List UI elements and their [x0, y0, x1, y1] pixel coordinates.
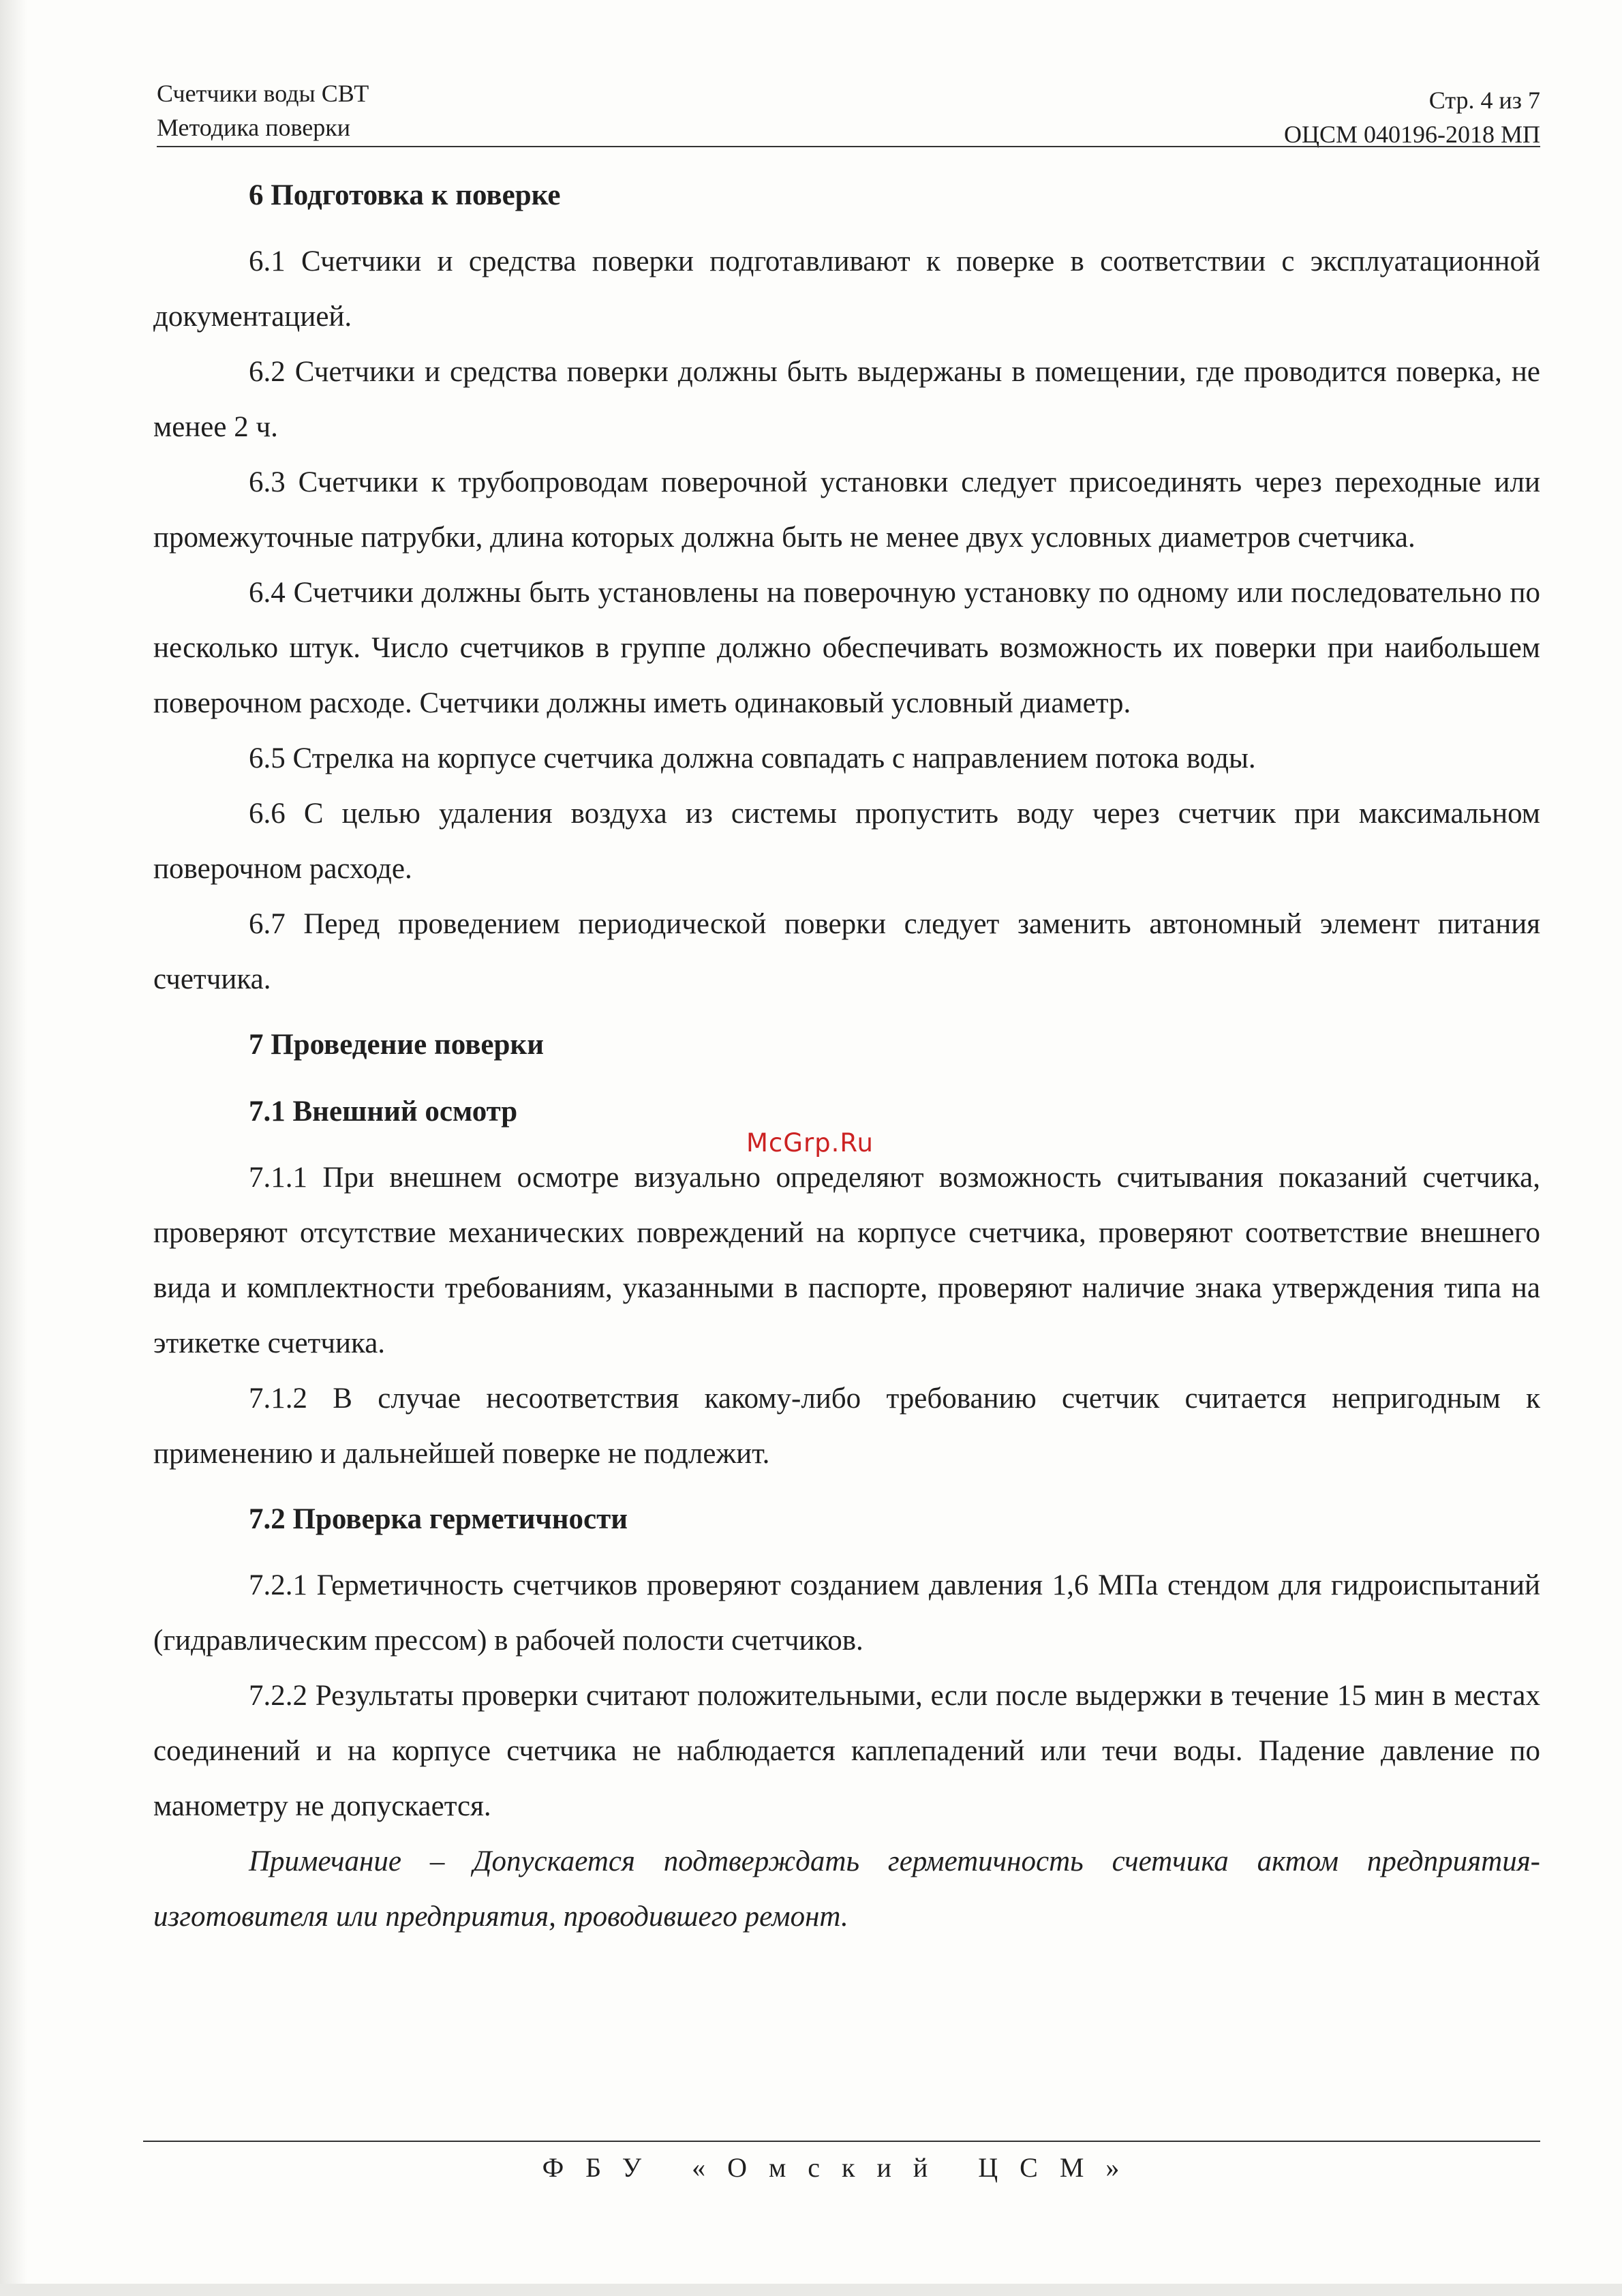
paragraph-6-6: 6.6 С целью удаления воздуха из системы пропустить воду через счетчик при максимальном поверочном расходе. — [153, 798, 1540, 885]
header-document-type: Методика поверки — [157, 114, 351, 141]
header-document-code: ОЦСМ 040196-2018 МП — [1283, 121, 1540, 148]
section-7-1-heading: 7.1 Внешний осмотр — [249, 1096, 518, 1128]
paragraph-6-2: 6.2 Счетчики и средства поверки должны быть выдержаны в помещении, где проводится поверка, не менее 2 ч. — [153, 356, 1540, 443]
section-7-heading: 7 Проведение поверки — [249, 1029, 544, 1061]
watermark-link[interactable]: McGrp.Ru — [746, 1128, 874, 1158]
header-right — [1284, 83, 1540, 151]
paragraph-6-5: 6.5 Стрелка на корпусе счетчика должна совпадать с направлением потока воды. — [249, 742, 1256, 774]
document-body — [153, 167, 1540, 1944]
note-paragraph: Примечание – Допускается подтверждать герметичность счетчика актом предприятия-изготовителя или предприятия, проводившего ремонт. — [153, 1845, 1540, 1933]
paragraph-7-1-2: 7.1.2 В случае несоответствия какому-либо требованию счетчик считается непригодным к применению и дальнейшей поверке не подлежит. — [153, 1383, 1540, 1470]
scan-bottom-edge — [0, 2284, 1622, 2296]
section-6-heading: 6 Подготовка к поверке — [249, 179, 561, 211]
header-product-title: Счетчики воды СВТ — [157, 80, 369, 107]
paragraph-6-7: 6.7 Перед проведением периодической поверки следует заменить автономный элемент питания счетчика. — [153, 908, 1540, 995]
paragraph-6-4: 6.4 Счетчики должны быть установлены на поверочную установку по одному или последовательно по несколько штук. Число счетчиков в группе должно обеспечивать возможность их поверки при наибольшем поверочном расходе. Счетчики должны иметь одинаковый условный диаметр. — [153, 577, 1540, 719]
header-divider — [157, 146, 1540, 147]
paragraph-6-1: 6.1 Счетчики и средства поверки подготавливают к поверке в соответствии с эксплуатационной документацией. — [153, 245, 1540, 333]
paragraph-7-2-1: 7.2.1 Герметичность счетчиков проверяют созданием давления 1,6 МПа стендом для гидроиспытаний (гидравлическим прессом) в рабочей полости счетчиков. — [153, 1569, 1540, 1657]
paragraph-6-3: 6.3 Счетчики к трубопроводам поверочной установки следует присоединять через переходные или промежуточные патрубки, длина которых должна быть не менее двух условных диаметров счетчика. — [153, 466, 1540, 554]
header-left — [157, 76, 369, 145]
section-7-2-heading: 7.2 Проверка герметичности — [249, 1503, 628, 1535]
paragraph-7-2-2: 7.2.2 Результаты проверки считают положительными, если после выдержки в течение 15 мин в местах соединений и на корпусе счетчика не наблюдается каплепадений или течи воды. Падение давление по манометру не допускается. — [153, 1680, 1540, 1822]
paragraph-7-1-1: 7.1.1 При внешнем осмотре визуально определяют возможность считывания показаний счетчика, проверяют отсутствие механических повреждений на корпусе счетчика, проверяют соответствие внешнего вида и комплектности требованиям, указанными в паспорте, проверяют наличие знака утверждения типа на этикетке счетчика. — [153, 1162, 1540, 1359]
scan-edge-shadow — [0, 0, 27, 2296]
footer-organization: ФБУ «Омский ЦСМ» — [542, 2152, 1142, 2183]
header-page-number: Стр. 4 из 7 — [1428, 87, 1540, 114]
footer-divider — [143, 2141, 1540, 2142]
